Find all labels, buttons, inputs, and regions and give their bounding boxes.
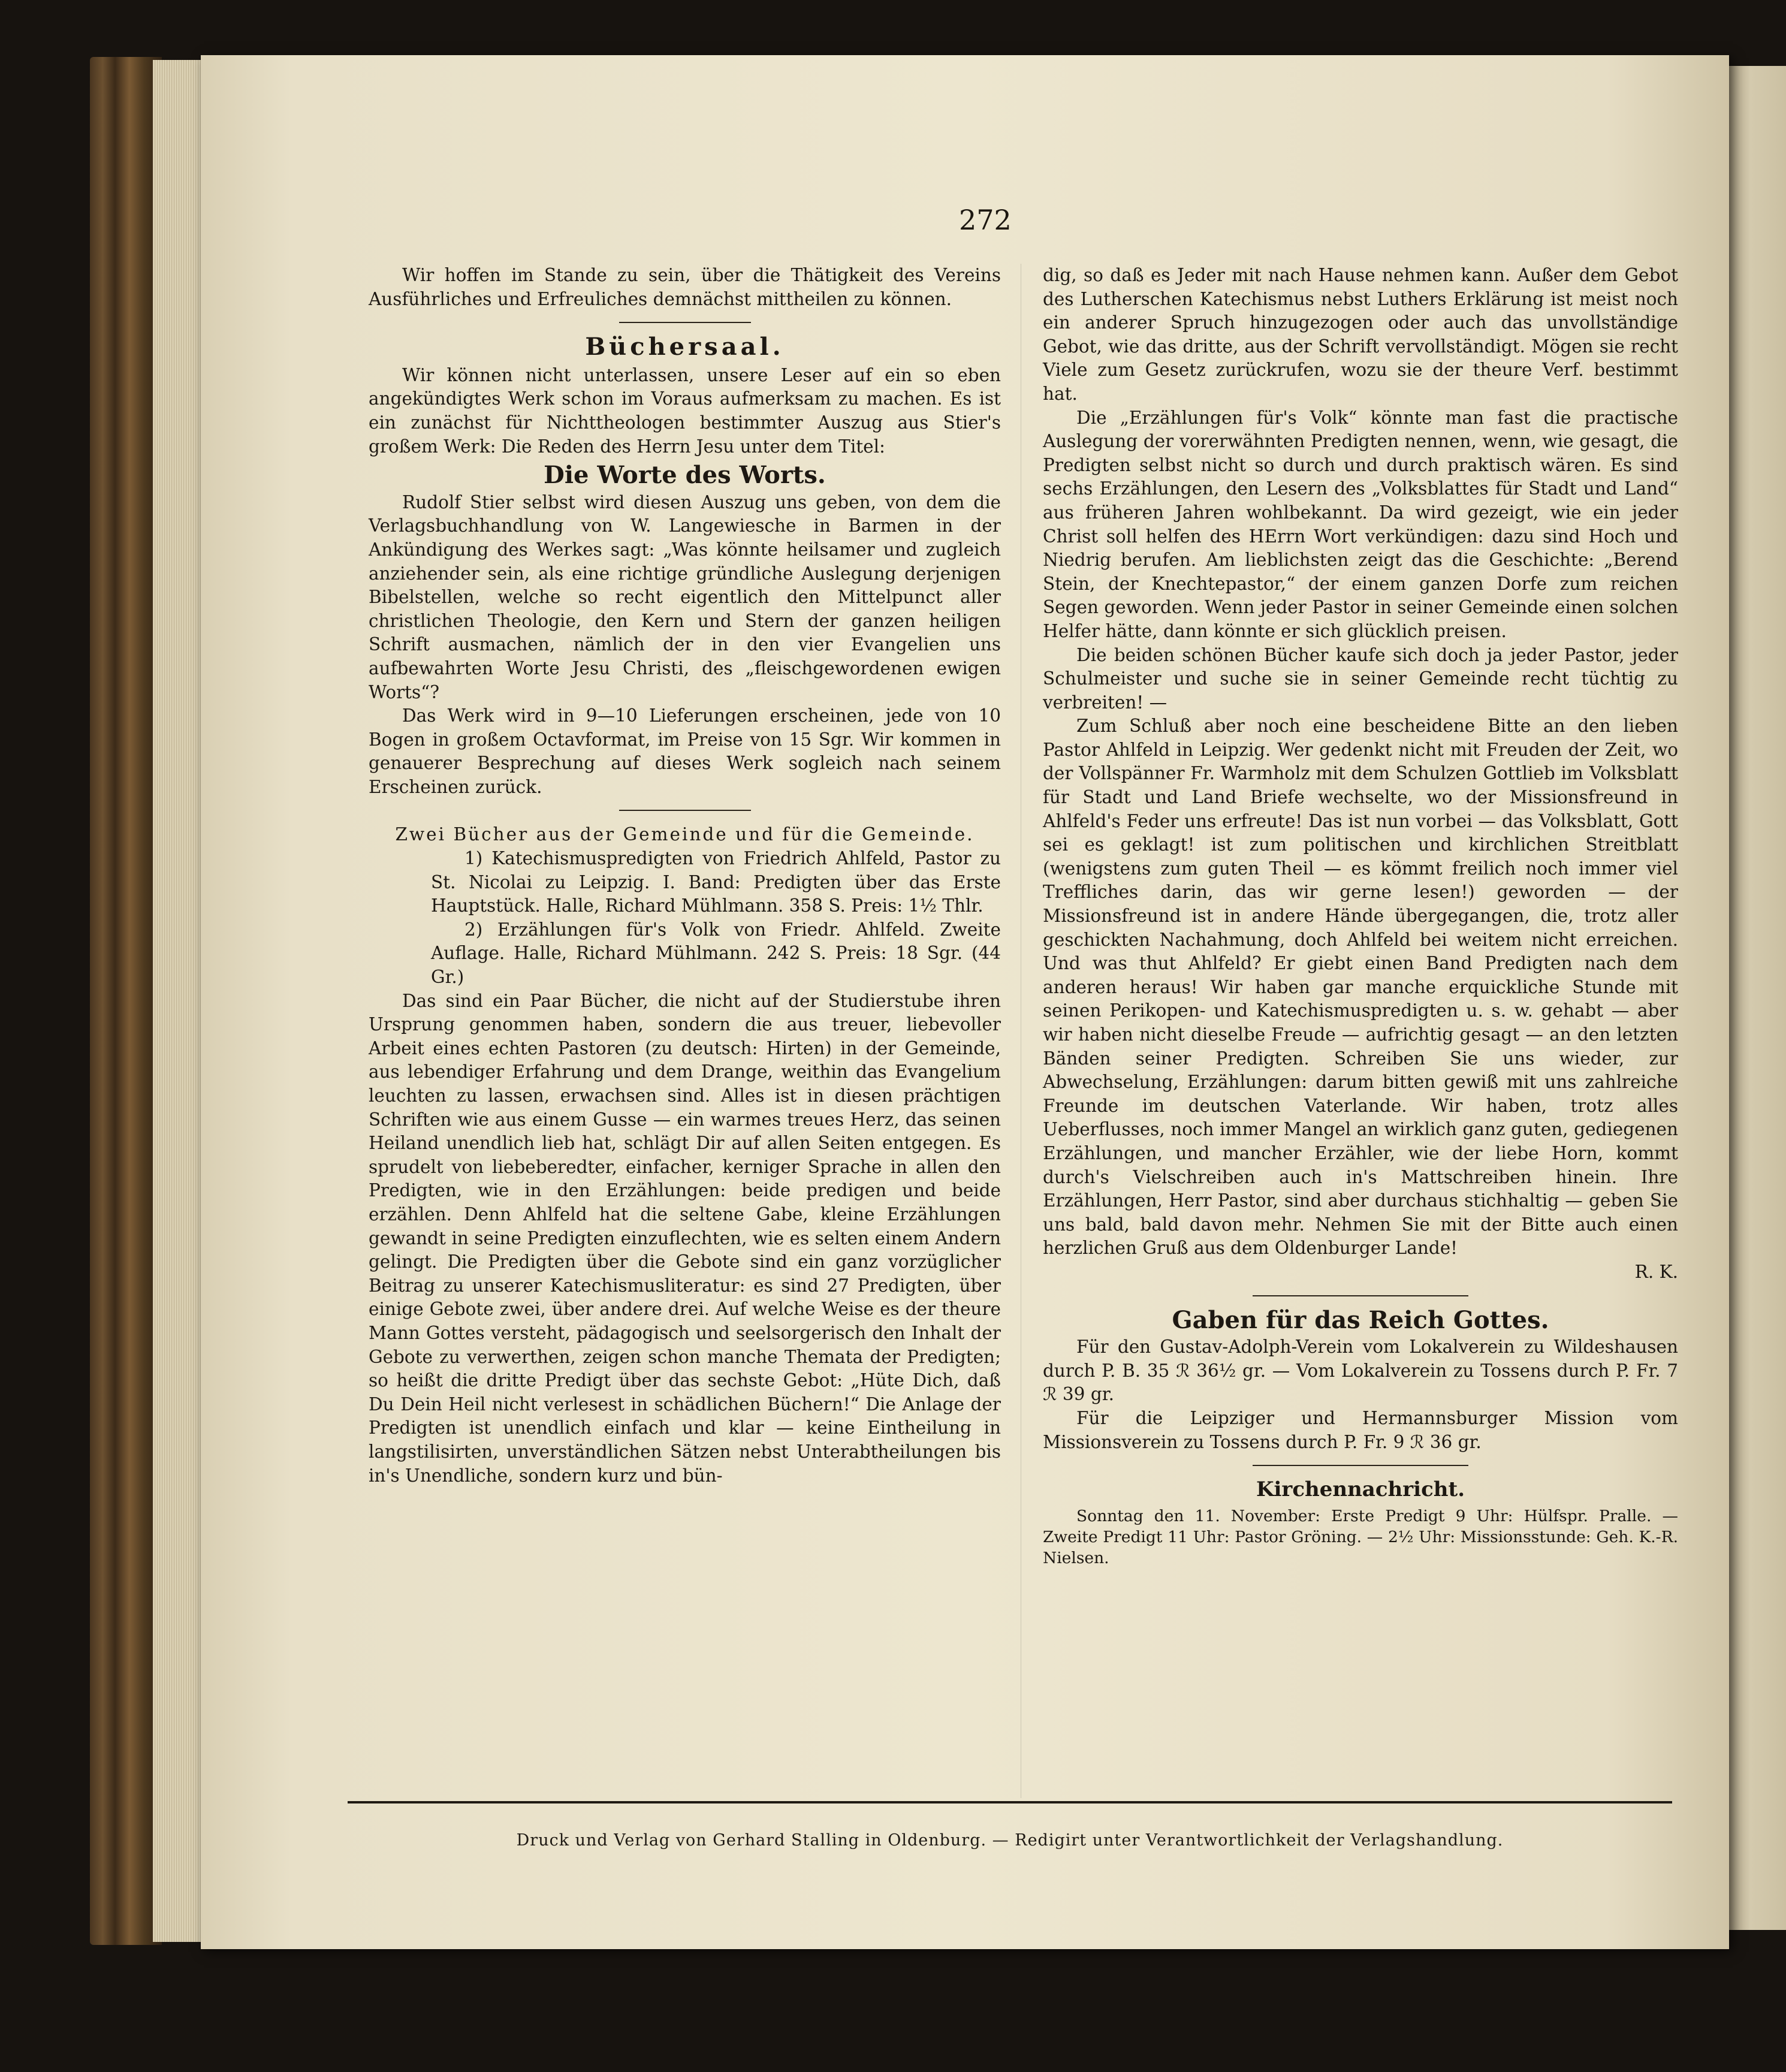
- imprint-footer: Druck und Verlag von Gerhard Stalling in Oldenburg. — Redigirt unter Verantwortlichkeit der Verlagshandlung.: [516, 1831, 1504, 1850]
- book-spine: [90, 57, 162, 1945]
- section-title-buechersaal: Büchersaal.: [585, 333, 785, 361]
- church-notice: Sonntag den 11. November: Erste Predigt 9 Uhr: Hülfspr. Pralle. — Zweite Predigt 11 Uhr: Pastor Gröning. — 2½ Uhr: Missionsstunde: Geh. K.-R. Nielsen.: [1043, 1506, 1678, 1567]
- subheading: Zwei Bücher aus der Gemeinde und für die Gemeinde.: [395, 824, 975, 845]
- left-column: [369, 264, 1001, 1488]
- page-number: 272: [959, 204, 1012, 236]
- list-item: 2) Erzählungen für's Volk von Friedr. Ahlfeld. Zweite Auflage. Halle, Richard Mühlmann. 242 S. Preis: 18 Sgr. (44 Gr.): [431, 919, 1001, 988]
- paragraph: Für die Leipziger und Hermannsburger Mission vom Missionsverein zu Tossens durch P. Fr. 9 ℛ 36 gr.: [1043, 1407, 1678, 1452]
- paragraph: Das sind ein Paar Bücher, die nicht auf der Studierstube ihren Ursprung genommen haben, sondern die aus treuer, liebevoller Arbeit eines echten Pastoren (zu deutsch: Hirten) in der Gemeinde, aus lebendiger Erfahrung und dem Drange, weithin das Evangelium leuchten zu lassen, erwachsen sind. Alles ist in diesen prächtigen Schriften wie aus einem Gusse — ein warmes treues Herz, das seinen Heiland unendlich lieb hat, schlägt Dir auf allen Seiten entgegen. Es sprudelt von liebeberedter, einfacher, kerniger Sprache in allen den Predigten, wie in den Erzählungen: beide predigen und beide erzählen. Denn Ahlfeld hat die seltene Gabe, kleine Erzählungen gewandt in seine Predigten einzuflechten, wie es selten einem Andern gelingt. Die Predigten über die Gebote sind ein ganz vorzüglicher Beitrag zu unserer Katechismusliteratur: es sind 27 Predigten, über einige Gebote zwei, über andere drei. Auf welche Weise es der theure Mann Gottes versteht, pädagogisch und seelsorgerisch den Inhalt der Gebote zu verwerthen, zeigen schon manche Themata der Predigten; so heißt die dritte Predigt über das sechste Gebot: „Hüte Dich, daß Du Dein Heil nicht verlesest in schädlichen Büchern!“ Die Anlage der Predigten ist unendlich einfach und klar — keine Eintheilung in langstilisirten, unverständlichen Sätzen nebst Unterabtheilungen bis in's Unendliche, sondern kurz und bün-: [369, 990, 1001, 1486]
- divider: [619, 810, 751, 811]
- paragraph: Die „Erzählungen für's Volk“ könnte man fast die practische Auslegung der vorerwähnten Predigten nennen, wenn, wie gesagt, die Predigten selbst nicht so durch und durch praktisch wären. Es sind sechs Erzählungen, den Lesern des „Volksblattes für Stadt und Land“ aus früheren Jahren wohlbekannt. Da wird gezeigt, wie ein jeder Christ soll helfen des HErrn Wort verkündigen: dazu sind Hoch und Niedrig berufen. Am lieblichsten zeigt das die Geschichte: „Berend Stein, der Knechtepastor,“ der einem ganzen Dorfe zum reichen Segen geworden. Wenn jeder Pastor in seiner Gemeinde einen solchen Helfer hätte, dann könnte er sich glücklich preisen.: [1043, 407, 1678, 641]
- section-title-kirchennachricht: Kirchennachricht.: [1256, 1477, 1465, 1502]
- paragraph: Rudolf Stier selbst wird diesen Auszug uns geben, von dem die Verlagsbuchhandlung von W. Langewiesche in Barmen in der Ankündigung des Werkes sagt: „Was könnte heilsamer und zugleich anziehender sein, als eine richtige gründliche Auslegung derjenigen Bibelstellen, welche so recht eigentlich den Mittelpunct aller christlichen Theologie, den Kern und Stern der ganzen heiligen Schrift ausmachen, nämlich der in den vier Evangelien uns aufbewahrten Worte Jesu Christi, des „fleischgewordenen ewigen Worts“?: [369, 491, 1001, 702]
- book-title: Die Worte des Worts.: [544, 461, 826, 490]
- list-item: 1) Katechismuspredigten von Friedrich Ahlfeld, Pastor zu St. Nicolai zu Leipzig. I. Band: Predigten über das Erste Hauptstück. Halle, Richard Mühlmann. 358 S. Preis: 1½ Thlr.: [431, 848, 1001, 916]
- section-title-gaben: Gaben für das Reich Gottes.: [1172, 1305, 1549, 1334]
- divider: [619, 322, 751, 323]
- intro-paragraph: Wir hoffen im Stande zu sein, über die Thätigkeit des Vereins Ausführliches und Erfreuliches demnächst mittheilen zu können.: [369, 265, 1001, 309]
- divider: [1253, 1465, 1468, 1466]
- page-edges: [153, 60, 207, 1942]
- paragraph: dig, so daß es Jeder mit nach Hause nehmen kann. Außer dem Gebot des Lutherschen Katechismus nebst Luthers Erklärung ist meist noch ein anderer Spruch hinzugezogen oder auch das unvollständige Gebot, wie das dritte, aus der Schrift vervollständigt. Mögen sie recht Viele zum Gesetz zurückrufen, wozu sie der theure Verf. bestimmt hat.: [1043, 265, 1678, 404]
- bottom-rule: [348, 1801, 1672, 1803]
- paragraph: Wir können nicht unterlassen, unsere Leser auf ein so eben angekündigtes Werk schon im Voraus aufmerksam zu machen. Es ist ein zunächst für Nichttheologen bestimmter Auszug aus Stier's großem Werk: Die Reden des Herrn Jesu unter dem Titel:: [369, 364, 1001, 457]
- paragraph: Für den Gustav-Adolph-Verein vom Lokalverein zu Wildeshausen durch P. B. 35 ℛ 36½ gr. — Vom Lokalverein zu Tossens durch P. Fr. 7 ℛ 39 gr.: [1043, 1337, 1678, 1405]
- right-column: [1043, 264, 1678, 1569]
- paragraph: Zum Schluß aber noch eine bescheidene Bitte an den lieben Pastor Ahlfeld in Leipzig. Wer gedenkt nicht mit Freuden der Zeit, wo der Vollspänner Fr. Warmholz mit dem Schulzen Gottlieb im Volksblatt für Stadt und Land Briefe wechselte, wo der Missionsfreund in Ahlfeld's Feder uns erfreute! Das ist nun vorbei — das Volksblatt, Gott sei es geklagt! ist zum politischen und kirchlichen Streitblatt (wenigstens zum guten Theil — es kömmt freilich noch immer viel Treffliches darin, das wir gerne lesen!) geworden — der Missionsfreund ist in andere Hände übergegangen, die, trotz aller geschickten Nachahmung, doch Ahlfeld bei weitem nicht erreichen. Und was thut Ahlfeld? Er giebt einen Band Predigten nach dem anderen heraus! Wir haben gar manche erquickliche Stunde mit seinen Perikopen- und Katechismuspredigten u. s. w. gehabt — aber wir haben nicht dieselbe Freude — aufrichtig gesagt — an den letzten Bänden seiner Predigten. Schreiben Sie uns wieder, zur Abwechselung, Erzählungen: darum bitten gewiß mit uns zahlreiche Freunde im deutschen Vaterlande. Wir haben, trotz alles Ueberflusses, noch immer Mangel an wirklich ganz guten, gediegenen Erzählungen, und mancher Erzähler, wie der liebe Horn, kommt durch's Vielschreiben auch in's Mattschreiben hinein. Ihre Erzählungen, Herr Pastor, sind aber durchaus stichhaltig — geben Sie uns bald, bald davon mehr. Nehmen Sie mit der Bitte auch einen herzlichen Gruß aus dem Oldenburger Lande!: [1043, 716, 1678, 1259]
- divider: [1253, 1295, 1468, 1296]
- signature: R. K.: [1634, 1261, 1678, 1282]
- paragraph: Die beiden schönen Bücher kaufe sich doch ja jeder Pastor, jeder Schulmeister und suche sie in seiner Gemeinde recht tüchtig zu verbreiten! —: [1043, 644, 1678, 713]
- paragraph: Das Werk wird in 9—10 Lieferungen erscheinen, jede von 10 Bogen in großem Octavformat, im Preise von 15 Sgr. Wir kommen in genauerer Besprechung auf dieses Werk sogleich nach seinem Erscheinen zurück.: [369, 705, 1001, 797]
- facing-page-edge: [1726, 66, 1786, 1930]
